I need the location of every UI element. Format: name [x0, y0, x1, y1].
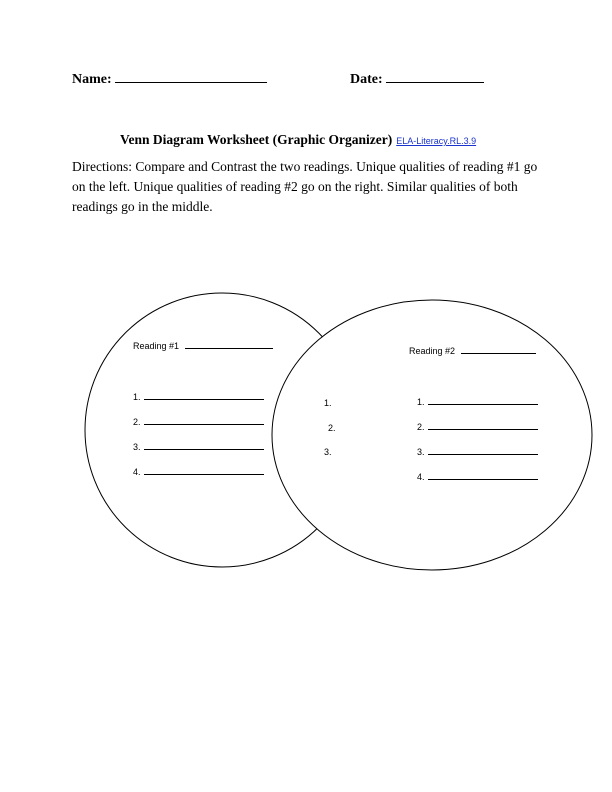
- right-item-2: [417, 422, 538, 432]
- reading2-heading: [409, 346, 536, 356]
- left-item-number: 1.: [133, 392, 141, 402]
- reading1-blank[interactable]: [185, 348, 273, 349]
- right-item-blank[interactable]: [428, 454, 538, 455]
- right-item-blank[interactable]: [428, 429, 538, 430]
- left-item-blank[interactable]: [144, 449, 264, 450]
- reading1-heading: [133, 341, 273, 351]
- left-item-2: [133, 417, 264, 427]
- right-item-3: [417, 447, 538, 457]
- right-item-number: 1.: [417, 397, 425, 407]
- left-item-blank[interactable]: [144, 424, 264, 425]
- reading1-label: Reading #1: [133, 341, 180, 351]
- standard-link[interactable]: ELA-Literacy.RL.3.9: [396, 136, 477, 146]
- left-item-number: 3.: [133, 442, 141, 452]
- middle-item-2[interactable]: 2.: [328, 423, 336, 433]
- left-item-blank[interactable]: [144, 474, 264, 475]
- right-item-4: [417, 472, 538, 482]
- right-item-blank[interactable]: [428, 479, 538, 480]
- middle-item-3[interactable]: 3.: [324, 447, 332, 457]
- right-item-1: [417, 397, 538, 407]
- date-label: Date:: [350, 72, 383, 87]
- left-item-3: [133, 442, 264, 452]
- right-item-number: 4.: [417, 472, 425, 482]
- reading2-label: Reading #2: [409, 346, 456, 356]
- right-item-number: 2.: [417, 422, 425, 432]
- right-item-number: 3.: [417, 447, 425, 457]
- left-item-number: 4.: [133, 467, 141, 477]
- left-item-4: [133, 467, 264, 477]
- right-circle: [272, 300, 592, 570]
- left-item-blank[interactable]: [144, 399, 264, 400]
- left-item-number: 2.: [133, 417, 141, 427]
- left-item-1: [133, 392, 264, 402]
- page-title: Venn Diagram Worksheet (Graphic Organizer): [120, 132, 393, 147]
- reading2-blank[interactable]: [461, 353, 536, 354]
- right-item-blank[interactable]: [428, 404, 538, 405]
- name-label: Name:: [72, 72, 112, 87]
- middle-item-1[interactable]: 1.: [324, 398, 332, 408]
- directions-text: Directions: Compare and Contrast the two readings. Unique qualities of reading #1 go on the left. Unique qualities of reading #2 go on the right. Similar qualities of both readings go in the middle.: [72, 159, 538, 214]
